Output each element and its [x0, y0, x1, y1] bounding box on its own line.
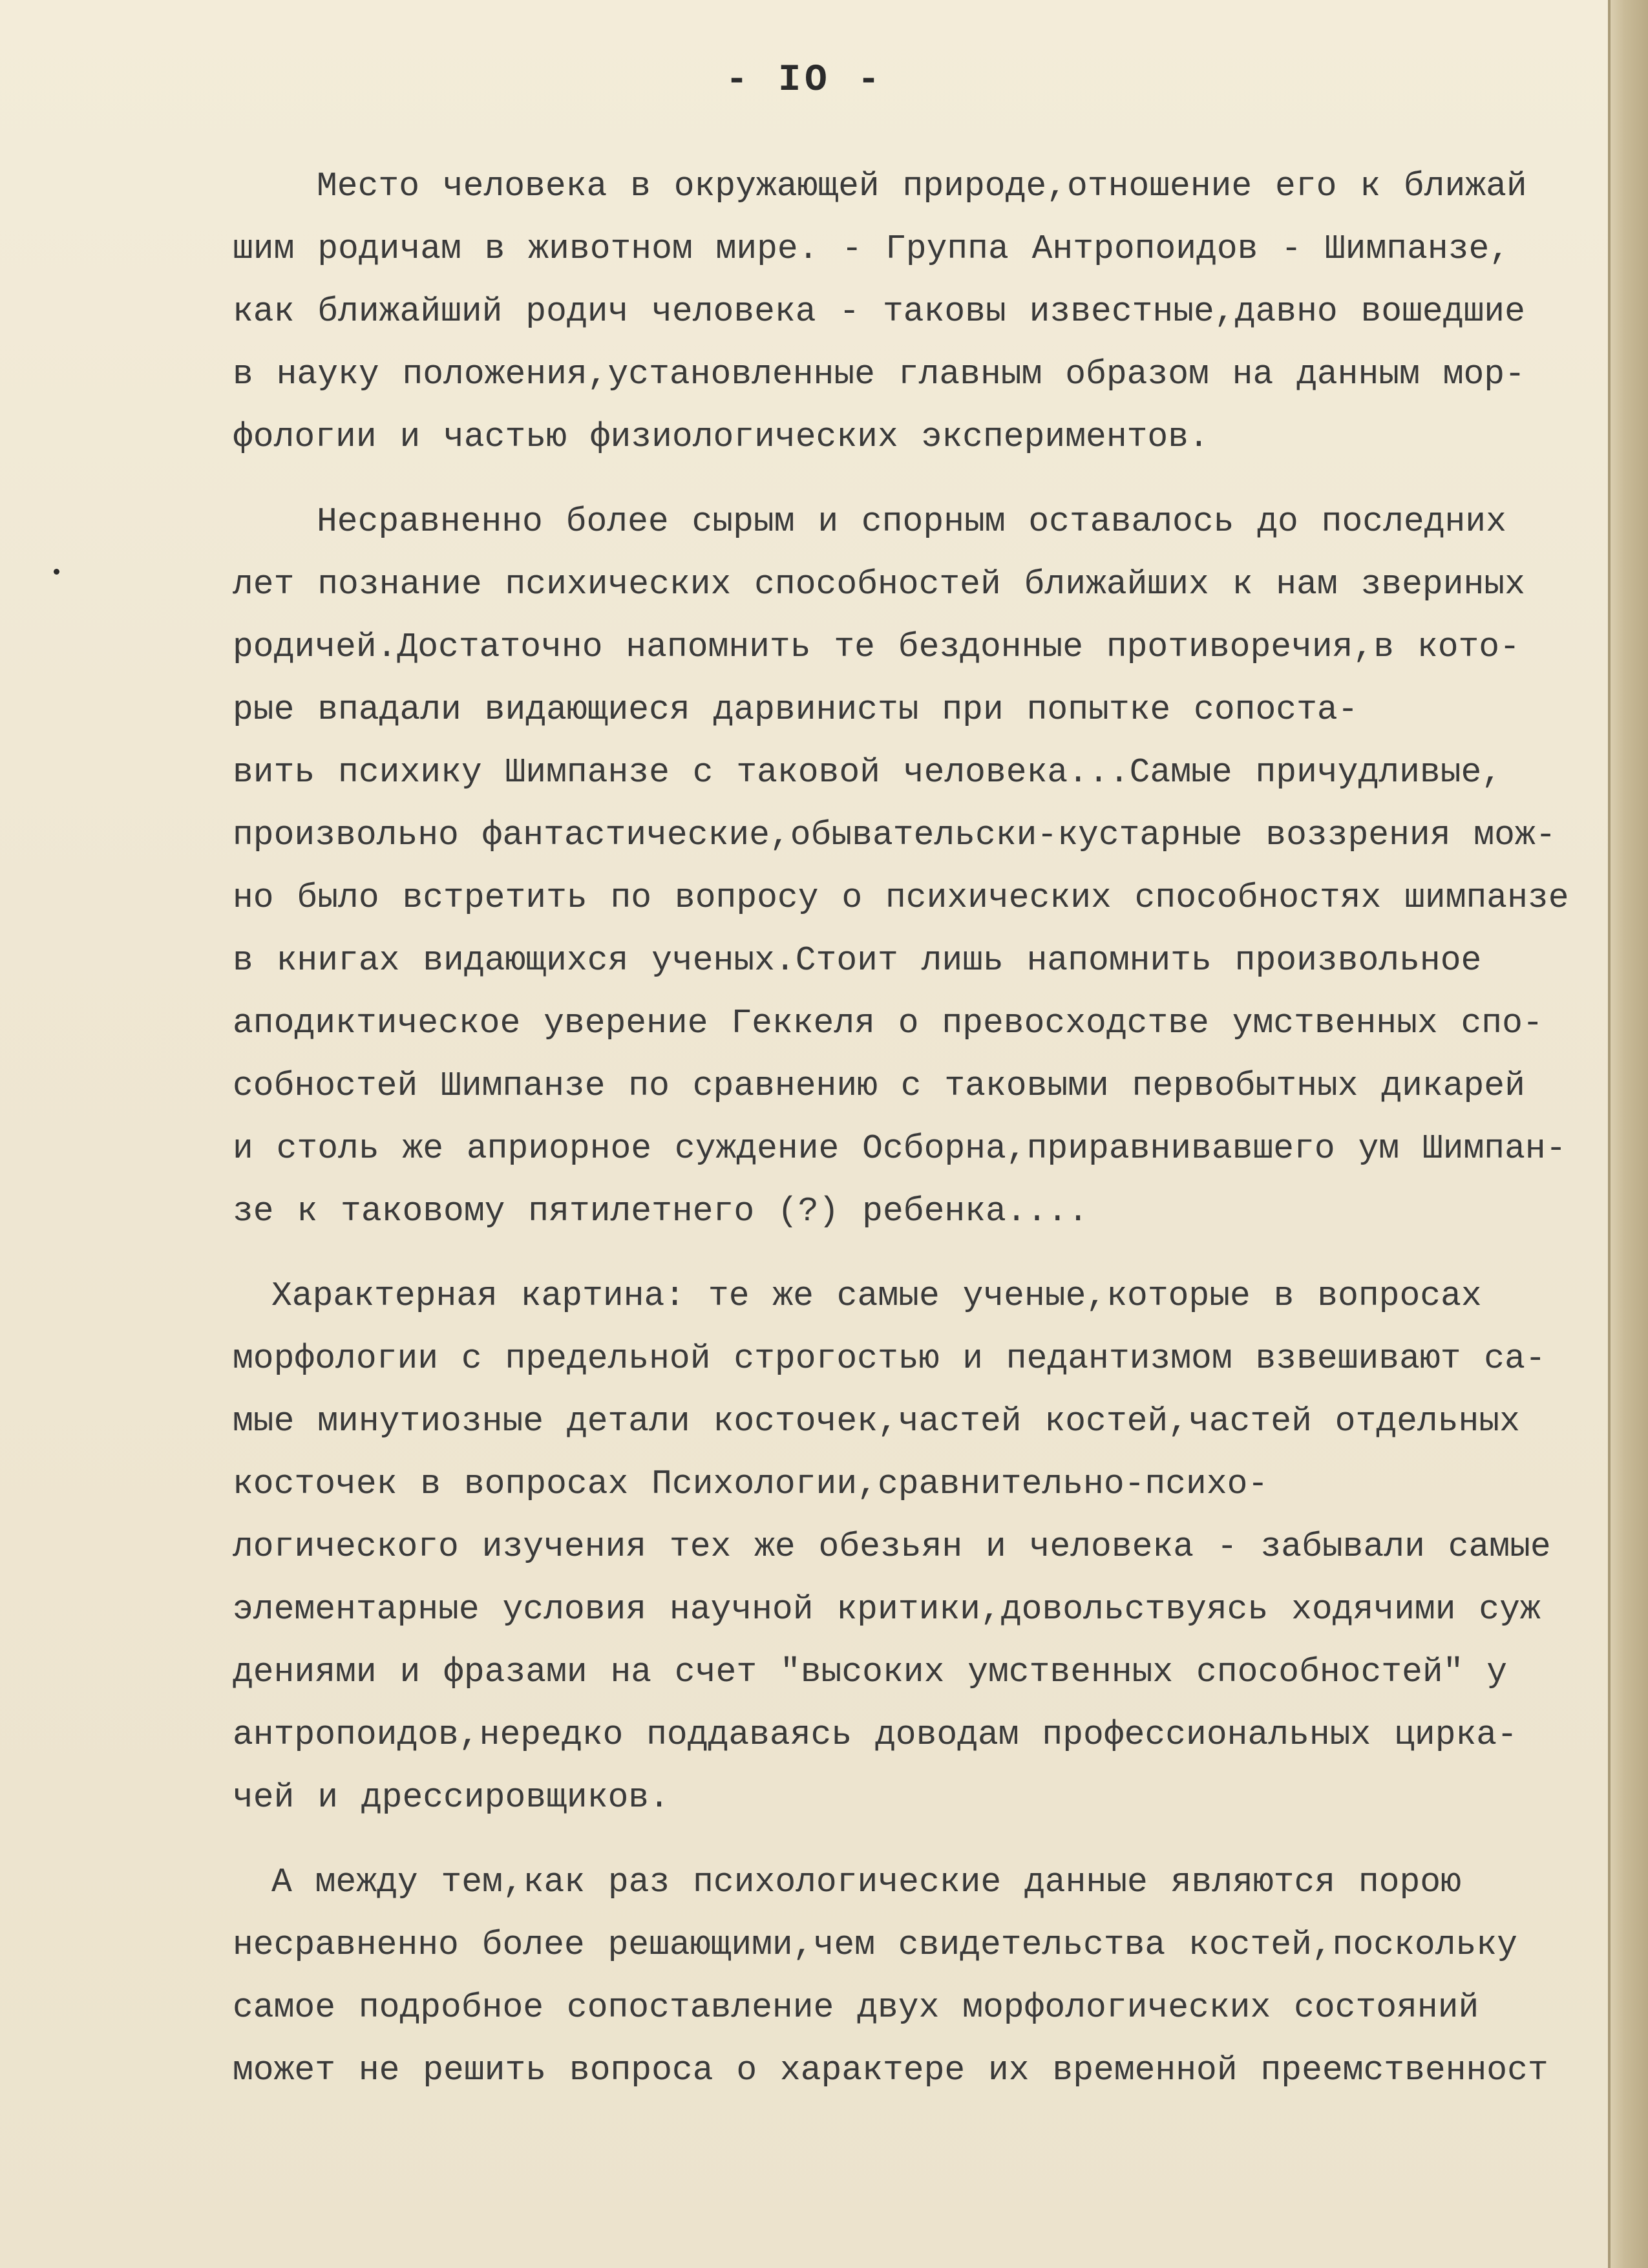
page-edge-shadow — [1609, 0, 1648, 2268]
text-line: Несравненно более сырым и спорным оставалось до последних — [317, 502, 1506, 541]
text-line: вить психику Шимпанзе с таковой человека...Самые причудливые, — [233, 753, 1503, 792]
text-line: аподиктическое уверение Геккеля о превосходстве умственных спо- — [233, 1004, 1543, 1043]
text-line: но было встретить по вопросу о психических способностях шимпанзе — [233, 878, 1569, 917]
text-line: и столь же априорное суждение Осборна,приравнивавшего ум Шимпан- — [233, 1129, 1567, 1168]
text-line: А между тем,как раз психологические данные являются порою — [271, 1863, 1461, 1902]
text-line: элементарные условия научной критики,довольствуясь ходячими суж — [233, 1590, 1541, 1629]
ink-dot — [54, 569, 59, 575]
paragraph-gap — [233, 1243, 1583, 1265]
text-line: мые минутиозные детали косточек,частей костей,частей отдельных — [233, 1402, 1520, 1441]
typed-text-body — [233, 155, 1583, 2102]
text-line: шим родичам в животном мире. - Группа Антропоидов - Шимпанзе, — [233, 229, 1510, 268]
text-line: фологии и частью физиологических экспериментов. — [233, 418, 1209, 456]
text-line: рые впадали видающиеся дарвинисты при попытке сопоста- — [233, 690, 1358, 729]
page-edge-line — [1608, 0, 1611, 2268]
text-line: произвольно фантастические,обывательски-кустарные воззрения мож- — [233, 816, 1556, 854]
text-line: логического изучения тех же обезьян и человека - забывали самые — [233, 1527, 1551, 1566]
text-line: как ближайший родич человека - таковы известные,давно вошедшие — [233, 292, 1525, 331]
text-line: Характерная картина: те же самые ученые,которые в вопросах — [271, 1277, 1482, 1315]
paragraph-gap — [233, 469, 1583, 491]
text-line: морфологии с предельной строгостью и педантизмом взвешивают са- — [233, 1339, 1546, 1378]
text-line: родичей.Достаточно напомнить те бездонные противоречия,в кото- — [233, 628, 1520, 666]
text-line: может не решить вопроса о характере их временной преемственност — [233, 2051, 1548, 2090]
paragraph-1 — [233, 155, 1583, 469]
text-line: в науку положения,установленные главным образом на данным мор- — [233, 355, 1525, 394]
text-line: самое подробное сопоставление двух морфологических состояний — [233, 1988, 1479, 2027]
text-line: Место человека в окружающей природе,отношение его к ближай — [317, 167, 1527, 206]
paragraph-3 — [233, 1265, 1583, 1829]
paragraph-2 — [233, 491, 1583, 1243]
page-number: - IO - — [725, 59, 884, 101]
text-line: косточек в вопросах Психологии,сравнительно-психо- — [233, 1465, 1269, 1503]
paragraph-gap — [233, 1829, 1583, 1851]
text-line: зе к таковому пятилетнего (?) ребенка.... — [233, 1192, 1089, 1231]
text-line: несравненно более решающими,чем свидетельства костей,поскольку — [233, 1925, 1517, 1964]
text-line: антропоидов,нередко поддаваясь доводам профессиональных цирка- — [233, 1715, 1517, 1754]
text-line: в книгах видающихся ученых.Стоит лишь напомнить произвольное — [233, 941, 1482, 980]
text-line: лет познание психических способностей ближайших к нам звериных — [233, 565, 1525, 604]
paragraph-4 — [233, 1851, 1583, 2102]
text-line: дениями и фразами на счет "высоких умственных способностей" у — [233, 1653, 1508, 1691]
text-line: чей и дрессировщиков. — [233, 1778, 670, 1817]
text-line: собностей Шимпанзе по сравнению с таковыми первобытных дикарей — [233, 1066, 1525, 1105]
